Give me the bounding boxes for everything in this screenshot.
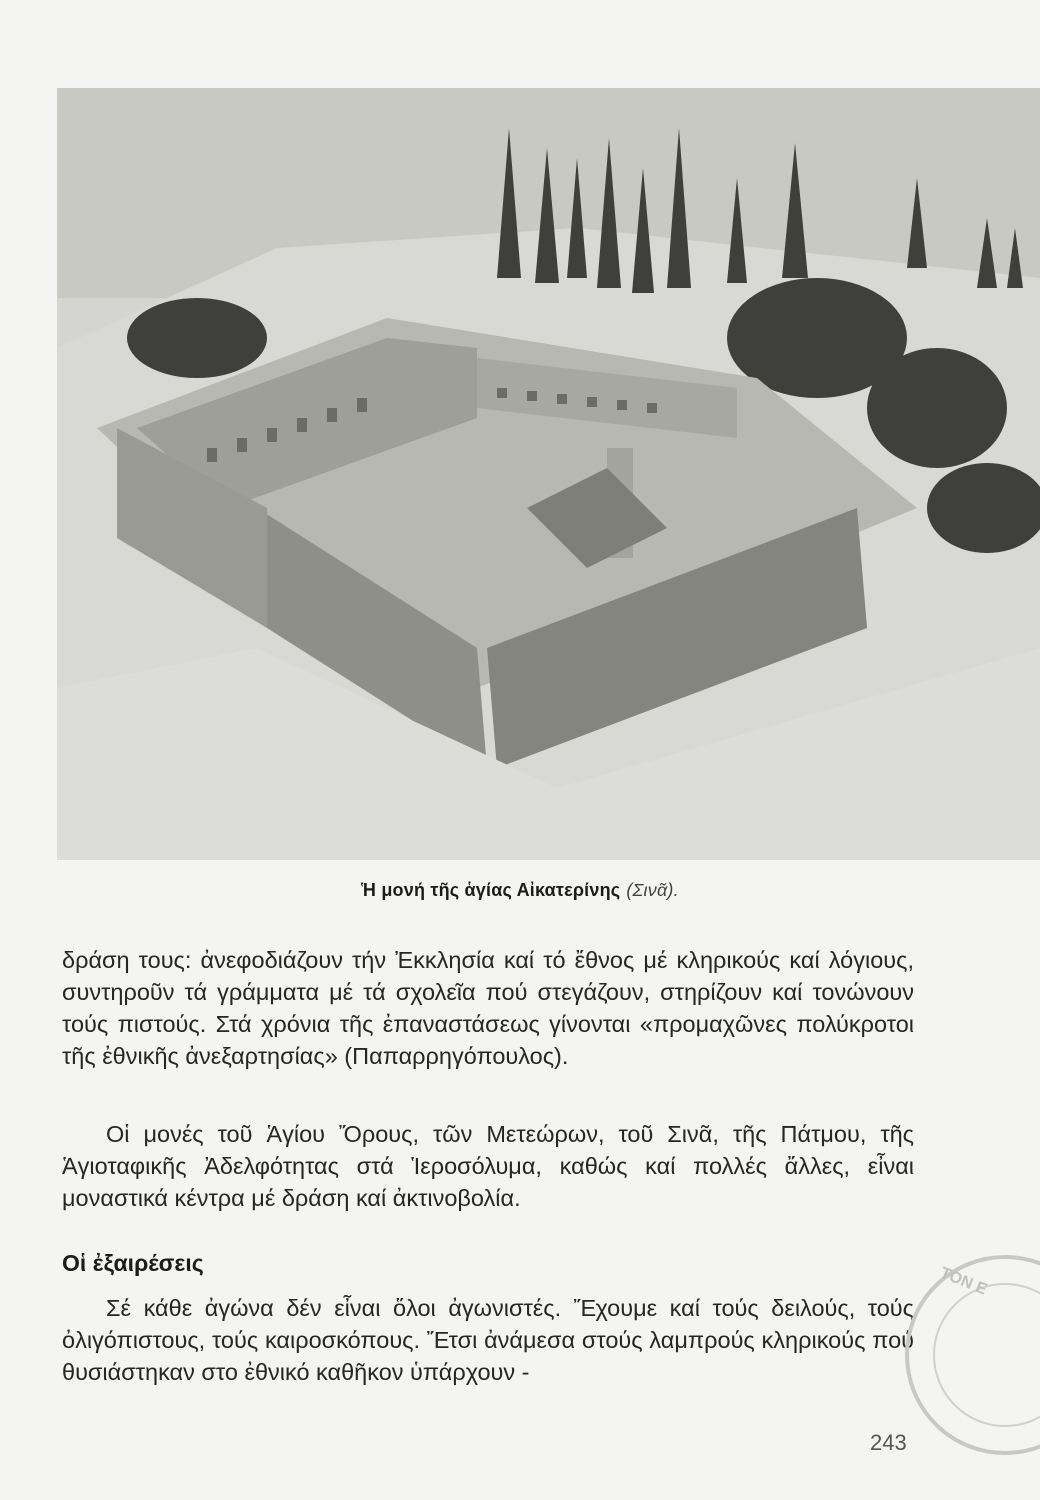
stamp-ring bbox=[933, 1283, 1040, 1427]
paragraph-3 bbox=[62, 1292, 914, 1388]
paragraph-1 bbox=[62, 944, 914, 1072]
library-stamp bbox=[905, 1255, 1040, 1455]
photo-caption bbox=[0, 880, 1040, 901]
paragraph-1-text: δράση τους: ἀνεφοδιάζουν τήν Ἐκκλησία καί τό ἔθνος μέ κληρικούς καί λόγιους, συντηροῦν τά γράμματα μέ τά σχολεῖα πού στεγάζουν, στηρίζουν καί τονώνουν τούς πιστούς. Στά χρόνια τῆς ἐπαναστάσεως γίνονται «προμαχῶνες πολύκροτοι τῆς ἐθνικῆς ἀνεξαρτησίας» (Παπαρρηγόπουλος). bbox=[62, 947, 914, 1069]
caption-location: (Σινᾶ). bbox=[626, 880, 679, 900]
caption-title: Ἡ μονή τῆς ἁγίας Αἰκατερίνης bbox=[361, 880, 621, 900]
stamp-text: ΤΟΝ Ε bbox=[937, 1264, 990, 1299]
page-number: 243 bbox=[870, 1430, 907, 1455]
section-heading: Οἱ ἐξαιρέσεις bbox=[62, 1250, 204, 1276]
paragraph-3-text: Σέ κάθε ἀγώνα δέν εἶναι ὅλοι ἀγωνιστές. Ἔχουμε καί τούς δειλούς, τούς ὀλιγόπιστους, τούς καιροσκόπους. Ἔτσι ἀνάμεσα στούς λαμπρούς κληρικούς πού θυσιάστηκαν στο ἐθνικό καθῆκον ὑπάρχουν - bbox=[62, 1295, 914, 1385]
paragraph-2 bbox=[62, 1118, 914, 1214]
paragraph-2-text: Οἱ μονές τοῦ Ἁγίου Ὄρους, τῶν Μετεώρων, τοῦ Σινᾶ, τῆς Πάτμου, τῆς Ἁγιοταφικῆς Ἀδελφότητας στά Ἱεροσόλυμα, καθώς καί πολλές ἄλλες, εἶναι μοναστικά κέντρα μέ δράση καί ἀκτινοβολία. bbox=[62, 1121, 914, 1211]
monastery-photo bbox=[57, 88, 1040, 860]
monastery-illustration bbox=[57, 88, 1040, 860]
